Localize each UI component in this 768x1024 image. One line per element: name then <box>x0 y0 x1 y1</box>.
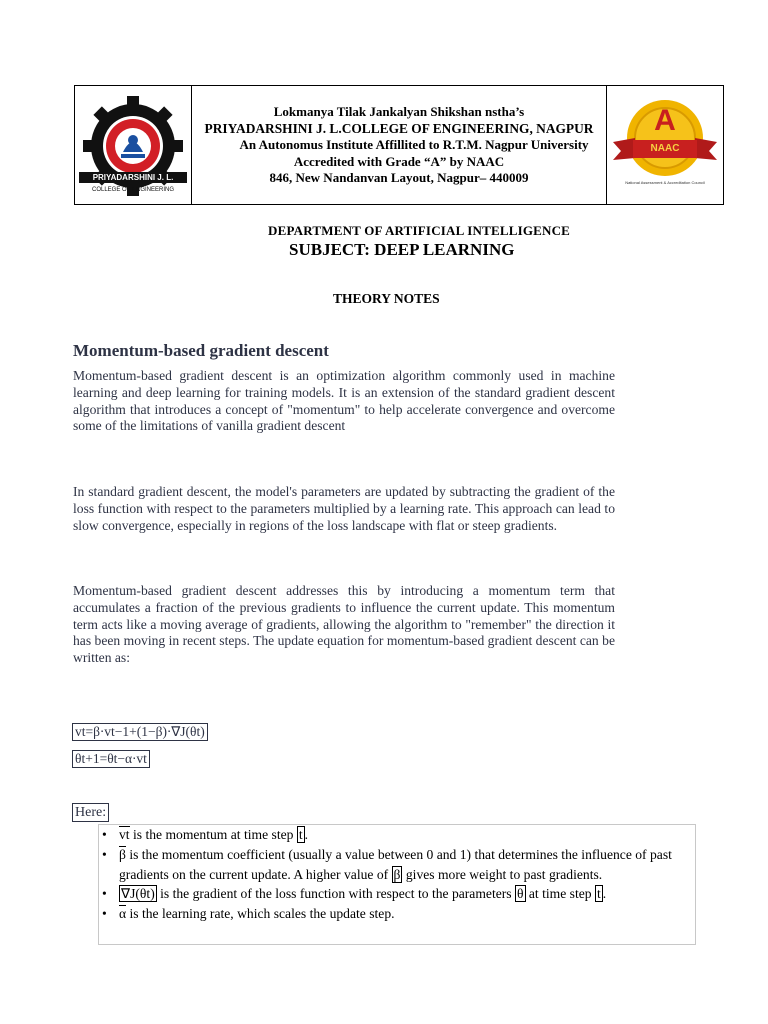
definition-end: . <box>304 827 309 842</box>
naac-badge <box>606 86 723 204</box>
header-box <box>74 85 724 205</box>
equation-update: θt+1=θt−α⋅vt <box>72 750 150 768</box>
naac-letter: A <box>654 104 676 137</box>
definition-text: is the momentum at time step <box>129 827 297 842</box>
here-label: Here: <box>72 803 109 822</box>
naac-caption: National Assessment & Accreditation Council <box>625 180 705 185</box>
department-text: DEPARTMENT OF ARTIFICIAL INTELLIGENCE <box>268 223 571 238</box>
bullet-icon: • <box>102 886 107 902</box>
institute-details <box>191 104 607 187</box>
bullet-icon: • <box>102 906 107 922</box>
list-item <box>98 845 678 885</box>
term-beta-inline: β <box>393 866 401 882</box>
header-line-3: An Autonomus Institute Affillited to R.T.M. Nagpur University <box>239 137 589 152</box>
definition-text: is the learning rate, which scales the update step. <box>126 906 395 922</box>
definition-mid: at time step <box>525 886 595 902</box>
definition-text: is the momentum coefficient (usually a value between 0 and 1) that determines the influence of past gradients on the current update. A higher value of <box>119 846 672 882</box>
paragraph-3: Momentum-based gradient descent addresses this by introducing a momentum term that accumulates a fraction of the previous gradients to influence the current update. This momentum term acts like a moving average of gradients, allowing the algorithm to "remember" the direction it has been moving in recent steps. The update equation for momentum-based gradient descent can be written as: <box>73 583 615 666</box>
list-item <box>98 904 678 924</box>
logo-text-top: PRIYADARSHINI J. L. <box>92 173 174 182</box>
term-theta: θ <box>516 886 524 902</box>
naac-text: NAAC <box>650 143 680 154</box>
list-item <box>98 825 678 845</box>
header-line-5: 846, New Nandanvan Layout, Nagpur– 440009 <box>269 170 529 185</box>
definition-text: is the gradient of the loss function with respect to the parameters <box>156 886 515 902</box>
header-line-4: Accredited with Grade “A” by NAAC <box>293 153 505 169</box>
term-vt: vt <box>119 827 130 842</box>
term-t: t <box>596 886 601 902</box>
term-alpha: α <box>119 906 127 922</box>
definitions-list <box>98 825 678 924</box>
definition-end: gives more weight to past gradients. <box>402 866 603 882</box>
subject-title: SUBJECT: DEEP LEARNING <box>289 240 515 259</box>
paragraph-2: In standard gradient descent, the model's parameters are updated by subtracting the gradient of the loss function with respect to the parameters multiplied by a learning rate. This approach can lead to slow convergence, especially in regions of the loss landscape with flat or steep gradients. <box>73 484 615 533</box>
notes-title: THEORY NOTES <box>333 291 440 306</box>
header-line-1: Lokmanya Tilak Jankalyan Shikshan nstha’s <box>273 104 525 119</box>
logo-text-bottom: COLLEGE OF ENGINEERING <box>91 187 175 193</box>
section-heading: Momentum-based gradient descent <box>73 341 329 360</box>
college-logo <box>75 86 192 204</box>
paragraph-1: Momentum-based gradient descent is an optimization algorithm commonly used in machine learning and deep learning for training models. It is an extension of the standard gradient descent algorithm that introduces a concept of "momentum" to help accelerate convergence and overcome some of the limitations of vanilla gradient descent <box>73 368 615 434</box>
bullet-icon: • <box>102 827 107 842</box>
term-t: t <box>298 827 303 842</box>
list-item <box>98 884 678 904</box>
header-line-2: PRIYADARSHINI J. L.COLLEGE OF ENGINEERING, NAGPUR <box>204 120 594 136</box>
term-beta: β <box>119 846 126 862</box>
equation-velocity: vt=β⋅vt−1+(1−β)⋅∇J(θt) <box>72 723 208 741</box>
bullet-icon: • <box>102 846 107 862</box>
definition-end: . <box>602 886 607 902</box>
term-gradient: ∇J(θt) <box>121 886 155 902</box>
